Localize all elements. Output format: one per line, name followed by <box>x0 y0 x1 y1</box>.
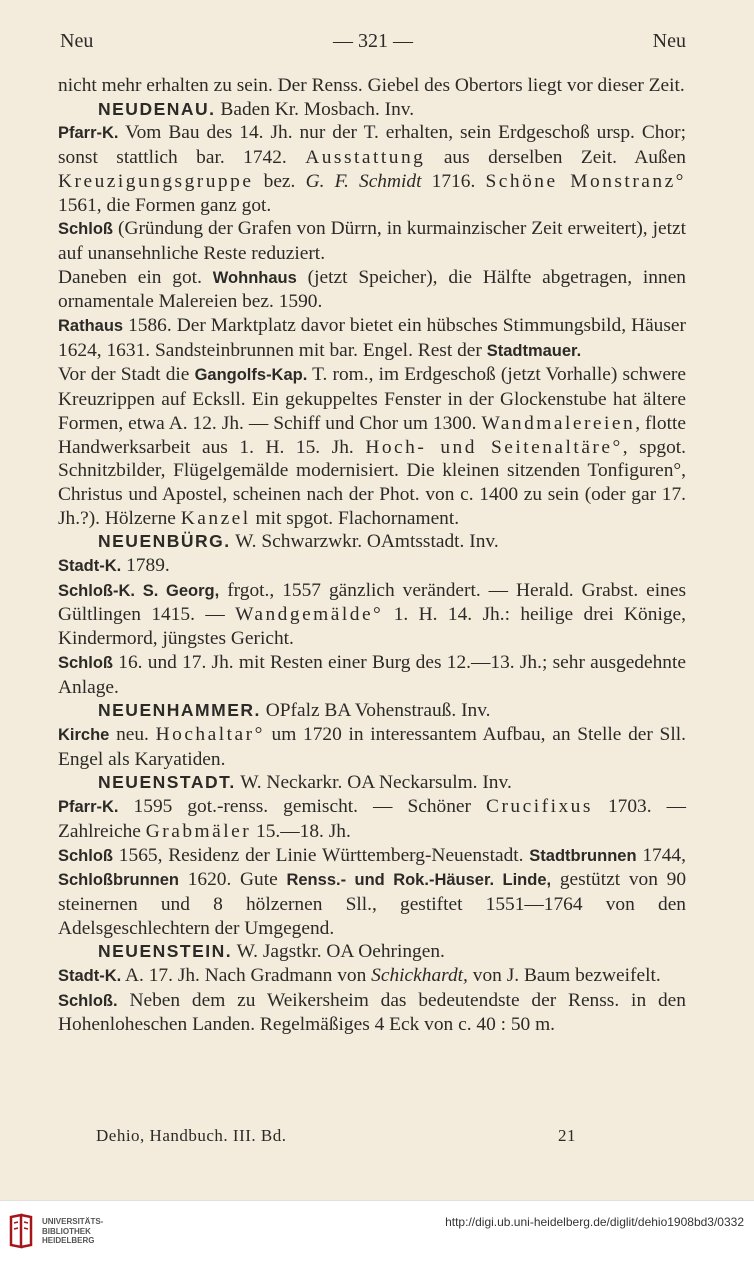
viewer-bottom-bar <box>0 1200 754 1261</box>
paragraph: Daneben ein got. Wohnhaus (jetzt Speicher), die Hälfte abgetragen, innen ornamentale Malereien bez. 1590. <box>58 266 686 313</box>
running-header <box>60 30 686 53</box>
paragraph: nicht mehr erhalten zu sein. Der Renss. Giebel des Obertors liegt vor dieser Zeit. <box>58 75 685 96</box>
paragraph: Schloß. Neben dem zu Weikersheim das bedeutendste der Renss. in den Hohenloheschen Landen. Regelmäßiges 4 Eck von c. 40 : 50 m. <box>58 989 686 1036</box>
paragraph: Pfarr-K. Vom Bau des 14. Jh. nur der T. erhalten, sein Erdgeschoß ursp. Chor; sonst stattlich bar. 1742. Ausstattung aus derselben Zeit. Außen Kreuzigungsgruppe bez. G. F. Schmidt 1716. Schöne Monstranz° 1561, die Formen ganz got. <box>58 122 686 216</box>
entry-heading-neuenstadt: NEUENSTADT. W. Neckarkr. OA Neckarsulm. Inv. <box>98 772 512 794</box>
paragraph: Schloß (Gründung der Grafen von Dürrn, in kurmainzischer Zeit erweitert), jetzt auf unansehnliche Reste reduziert. <box>58 218 686 264</box>
entry-heading-neuenstein: NEUENSTEIN. W. Jagstkr. OA Oehringen. <box>98 941 445 963</box>
paragraph: Schloß-K. S. Georg, frgot., 1557 gänzlich verändert. — Herald. Grabst. eines Gültlingen 1415. — Wandgemälde° 1. H. 14. Jh.: heilige drei Könige, Kindermord, jüngstes Gericht. <box>58 579 686 650</box>
library-name[interactable]: UNIVERSITÄTS- BIBLIOTHEK HEIDELBERG <box>42 1217 104 1245</box>
entry-heading-neuenhammer: NEUENHAMMER. OPfalz BA Vohenstrauß. Inv. <box>98 700 491 722</box>
paragraph: Vor der Stadt die Gangolfs-Kap. T. rom., im Erdgeschoß (jetzt Vorhalle) schwere Kreuzrippen auf Ecksll. Ein gekuppeltes Fenster in der Glockenstube hat ältere Formen, etwa A. 12. Jh. — Schiff und Chor um 1300. Wandmalereien, flotte Handwerksarbeit aus 1. H. 15. Jh. Hoch- und Seitenaltäre°, spgot. Schnitzbilder, Flügelgemälde modernisiert. Die kleinen sitzenden Tonfiguren°, Christus und Apostel, scheinen nach der Phot. von c. 1400 zu sein (oder gar 17. Jh.?). Hölzerne Kanzel mit spgot. Flachornament. <box>58 364 687 529</box>
paragraph: Rathaus 1586. Der Marktplatz davor bietet ein hübsches Stimmungsbild, Häuser 1624, 1631. Sandsteinbrunnen mit bar. Engel. Rest der Stadtmauer. <box>58 315 686 361</box>
header-left: Neu <box>60 30 94 52</box>
permalink-url[interactable]: http://digi.ub.uni-heidelberg.de/diglit/dehio1908bd3/0332 <box>445 1215 744 1229</box>
footer-citation: Dehio, Handbuch. III. Bd. <box>96 1126 287 1145</box>
header-right: Neu <box>652 30 686 52</box>
page-body <box>58 74 686 1037</box>
paragraph: Pfarr-K. 1595 got.-renss. gemischt. — Schöner Crucifixus 1703. — Zahlreiche Grabmäler 15.—18. Jh. <box>58 796 686 842</box>
header-page-number: — 321 — <box>333 30 413 52</box>
page-footer <box>96 1126 576 1146</box>
university-library-logo-icon[interactable] <box>8 1213 34 1249</box>
paragraph: Stadt-K. A. 17. Jh. Nach Gradmann von Schickhardt, von J. Baum bezweifelt. <box>58 965 661 987</box>
entry-heading-neuenburg: NEUENBÜRG. W. Schwarzwkr. OAmtsstadt. Inv. <box>98 531 499 553</box>
paragraph: Schloß 16. und 17. Jh. mit Resten einer Burg des 12.—13. Jh.; sehr ausgedehnte Anlage. <box>58 651 686 698</box>
paragraph: Schloß 1565, Residenz der Linie Württemberg-Neuenstadt. Stadtbrunnen 1744, Schloßbrunnen 1620. Gute Renss.- und Rok.-Häuser. Linde, gestützt von 90 steinernen und 8 hölzernen Sll., gestiftet 1551—1764 von den Adelsgeschlechtern der Umgegend. <box>58 844 687 939</box>
paragraph: Stadt-K. 1789. <box>58 555 170 577</box>
paragraph: Kirche neu. Hochaltar° um 1720 in interessantem Aufbau, an Stelle der Sll. Engel als Karyatiden. <box>58 723 686 770</box>
footer-signature-number: 21 <box>558 1126 576 1145</box>
entry-heading-neudenau: NEUDENAU. Baden Kr. Mosbach. Inv. <box>98 98 415 120</box>
